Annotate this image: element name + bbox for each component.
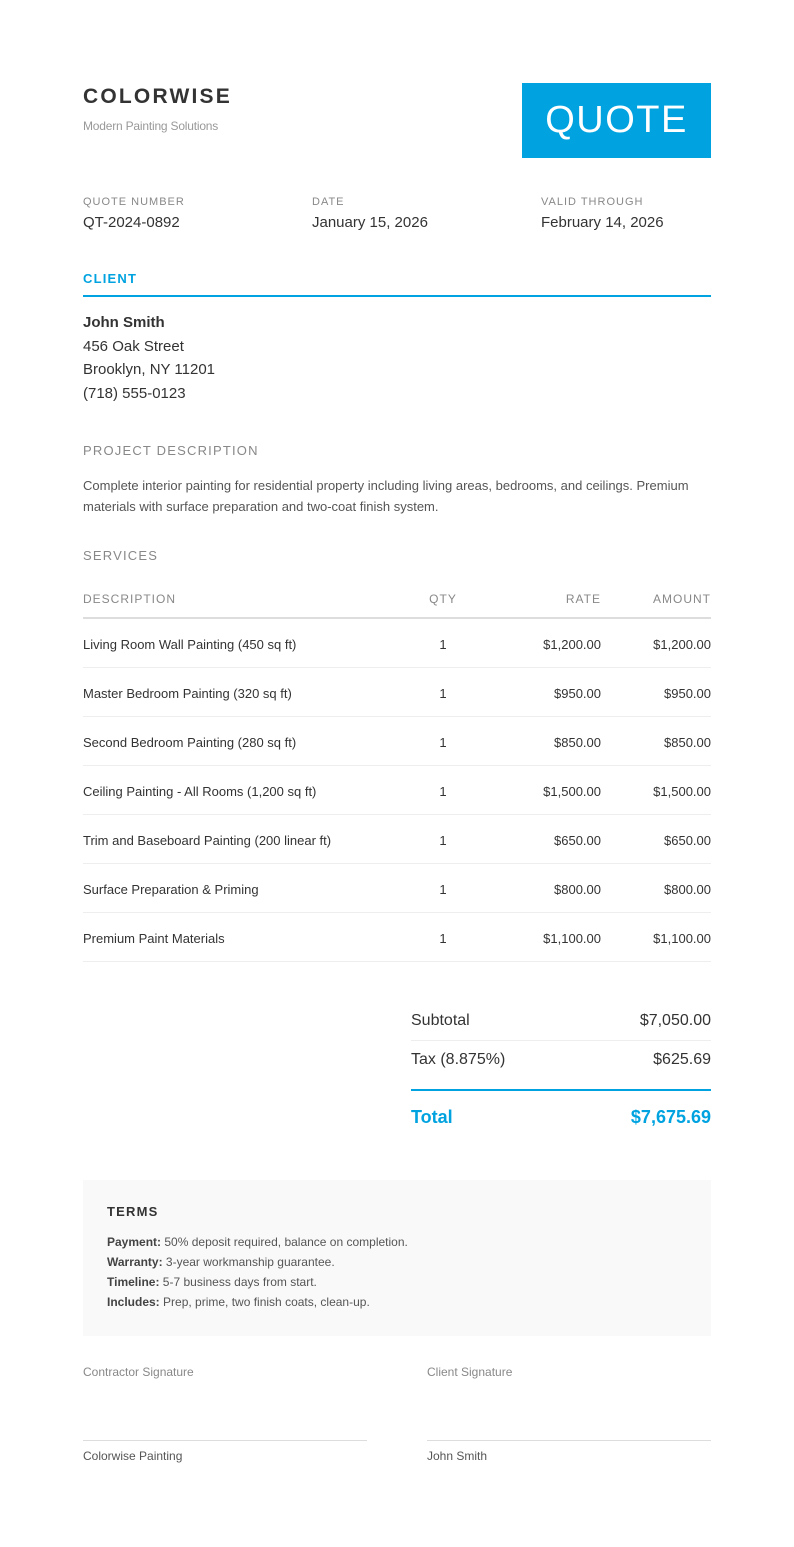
row-description: Second Bedroom Painting (280 sq ft): [83, 734, 297, 750]
company-name: COLORWISE: [83, 85, 232, 108]
contractor-signature-line: [83, 1440, 367, 1441]
table-row: [83, 668, 711, 717]
total-label: Total: [411, 1107, 453, 1127]
client-street: 456 Oak Street: [83, 337, 184, 355]
project-description-label: PROJECT DESCRIPTION: [83, 443, 259, 458]
column-header-qty: QTY: [429, 592, 457, 606]
client-name: John Smith: [83, 314, 165, 331]
table-row: [83, 815, 711, 864]
client-details: [83, 311, 215, 405]
row-qty: 1: [439, 685, 447, 701]
total-value: $7,675.69: [630, 1107, 711, 1127]
row-amount: $950.00: [664, 685, 711, 701]
row-qty: 1: [439, 930, 447, 946]
row-rate: $650.00: [554, 832, 601, 848]
tax-label: Tax (8.875%): [411, 1051, 506, 1068]
client-phone: (718) 555-0123: [83, 384, 186, 402]
tax-row: [411, 1041, 711, 1091]
column-header-description: DESCRIPTION: [83, 592, 177, 606]
column-header-amount: AMOUNT: [653, 592, 711, 606]
terms-item-label: Payment:: [107, 1235, 162, 1249]
client-signature-name: John Smith: [427, 1449, 488, 1463]
table-row: [83, 717, 711, 766]
terms-item-text: 3-year workmanship guarantee.: [162, 1255, 335, 1269]
terms-item-payment: [107, 1232, 687, 1252]
services-table-header: [83, 586, 711, 619]
row-description: Trim and Baseboard Painting (200 linear ft): [83, 832, 332, 848]
table-row: [83, 766, 711, 815]
row-qty: 1: [439, 636, 447, 652]
terms-item-label: Includes:: [107, 1295, 160, 1309]
terms-item-label: Timeline:: [107, 1275, 160, 1289]
contractor-name: Colorwise Painting: [83, 1449, 183, 1463]
company-tagline: Modern Painting Solutions: [83, 119, 219, 133]
totals-block: [411, 1002, 711, 1141]
terms-item-text: Prep, prime, two finish coats, clean-up.: [159, 1295, 370, 1309]
subtotal-row: [411, 1002, 711, 1041]
document-type-badge: QUOTE: [522, 83, 711, 158]
project-description-text: Complete interior painting for residential property including living areas, bedrooms, and ceilings. Premium materials with surface preparation and two-coat finish system.: [83, 478, 689, 514]
client-section-header: [83, 271, 711, 297]
row-rate: $1,500.00: [543, 783, 601, 799]
date-block: [312, 196, 428, 231]
row-description: Ceiling Painting - All Rooms (1,200 sq ft): [83, 783, 317, 799]
tax-value: $625.69: [653, 1051, 711, 1068]
terms-item-timeline: [107, 1272, 687, 1292]
date-label: DATE: [312, 196, 345, 208]
services-table: [83, 586, 711, 962]
subtotal-value: $7,050.00: [639, 1012, 711, 1029]
row-amount: $800.00: [664, 881, 711, 897]
client-city: Brooklyn, NY 11201: [83, 361, 216, 378]
total-row: [411, 1091, 711, 1141]
valid-through-block: [541, 196, 664, 231]
valid-through-label: VALID THROUGH: [541, 196, 644, 208]
terms-item-text: 50% deposit required, balance on completion.: [161, 1235, 408, 1249]
client-signature-block: [427, 1365, 711, 1465]
row-amount: $1,500.00: [653, 783, 711, 799]
row-amount: $1,200.00: [653, 636, 711, 652]
terms-box: [83, 1180, 711, 1336]
terms-item-text: 5-7 business days from start.: [159, 1275, 317, 1289]
document-header: [83, 83, 711, 158]
row-description: Living Room Wall Painting (450 sq ft): [83, 636, 297, 652]
column-header-rate: RATE: [565, 592, 601, 606]
terms-item-warranty: [107, 1252, 687, 1272]
terms-item-label: Warranty:: [107, 1255, 163, 1269]
quote-number-label: QUOTE NUMBER: [83, 196, 185, 208]
row-amount: $650.00: [664, 832, 711, 848]
client-signature-label: Client Signature: [427, 1365, 513, 1379]
row-description: Premium Paint Materials: [83, 930, 225, 946]
table-row: [83, 864, 711, 913]
row-amount: $850.00: [664, 734, 711, 750]
client-section-title: CLIENT: [83, 271, 138, 286]
contractor-signature-label: Contractor Signature: [83, 1365, 194, 1379]
terms-item-includes: [107, 1292, 687, 1312]
row-rate: $950.00: [554, 685, 601, 701]
quote-number-value: QT-2024-0892: [83, 214, 180, 231]
subtotal-label: Subtotal: [411, 1012, 470, 1029]
table-row: [83, 619, 711, 668]
row-description: Master Bedroom Painting (320 sq ft): [83, 685, 292, 701]
quote-meta: [83, 196, 711, 236]
table-row: [83, 913, 711, 962]
client-signature-line: [427, 1440, 711, 1441]
valid-through-value: February 14, 2026: [541, 214, 664, 231]
row-rate: $850.00: [554, 734, 601, 750]
quote-number-block: [83, 196, 185, 231]
row-amount: $1,100.00: [653, 930, 711, 946]
row-rate: $1,200.00: [543, 636, 601, 652]
row-rate: $800.00: [554, 881, 601, 897]
row-qty: 1: [439, 881, 447, 897]
date-value: January 15, 2026: [312, 214, 428, 231]
row-rate: $1,100.00: [543, 930, 601, 946]
contractor-signature-block: [83, 1365, 367, 1465]
services-label: SERVICES: [83, 548, 159, 563]
row-qty: 1: [439, 783, 447, 799]
row-qty: 1: [439, 734, 447, 750]
row-qty: 1: [439, 832, 447, 848]
row-description: Surface Preparation & Priming: [83, 881, 259, 897]
terms-list: [107, 1232, 687, 1312]
terms-title: TERMS: [107, 1204, 159, 1219]
